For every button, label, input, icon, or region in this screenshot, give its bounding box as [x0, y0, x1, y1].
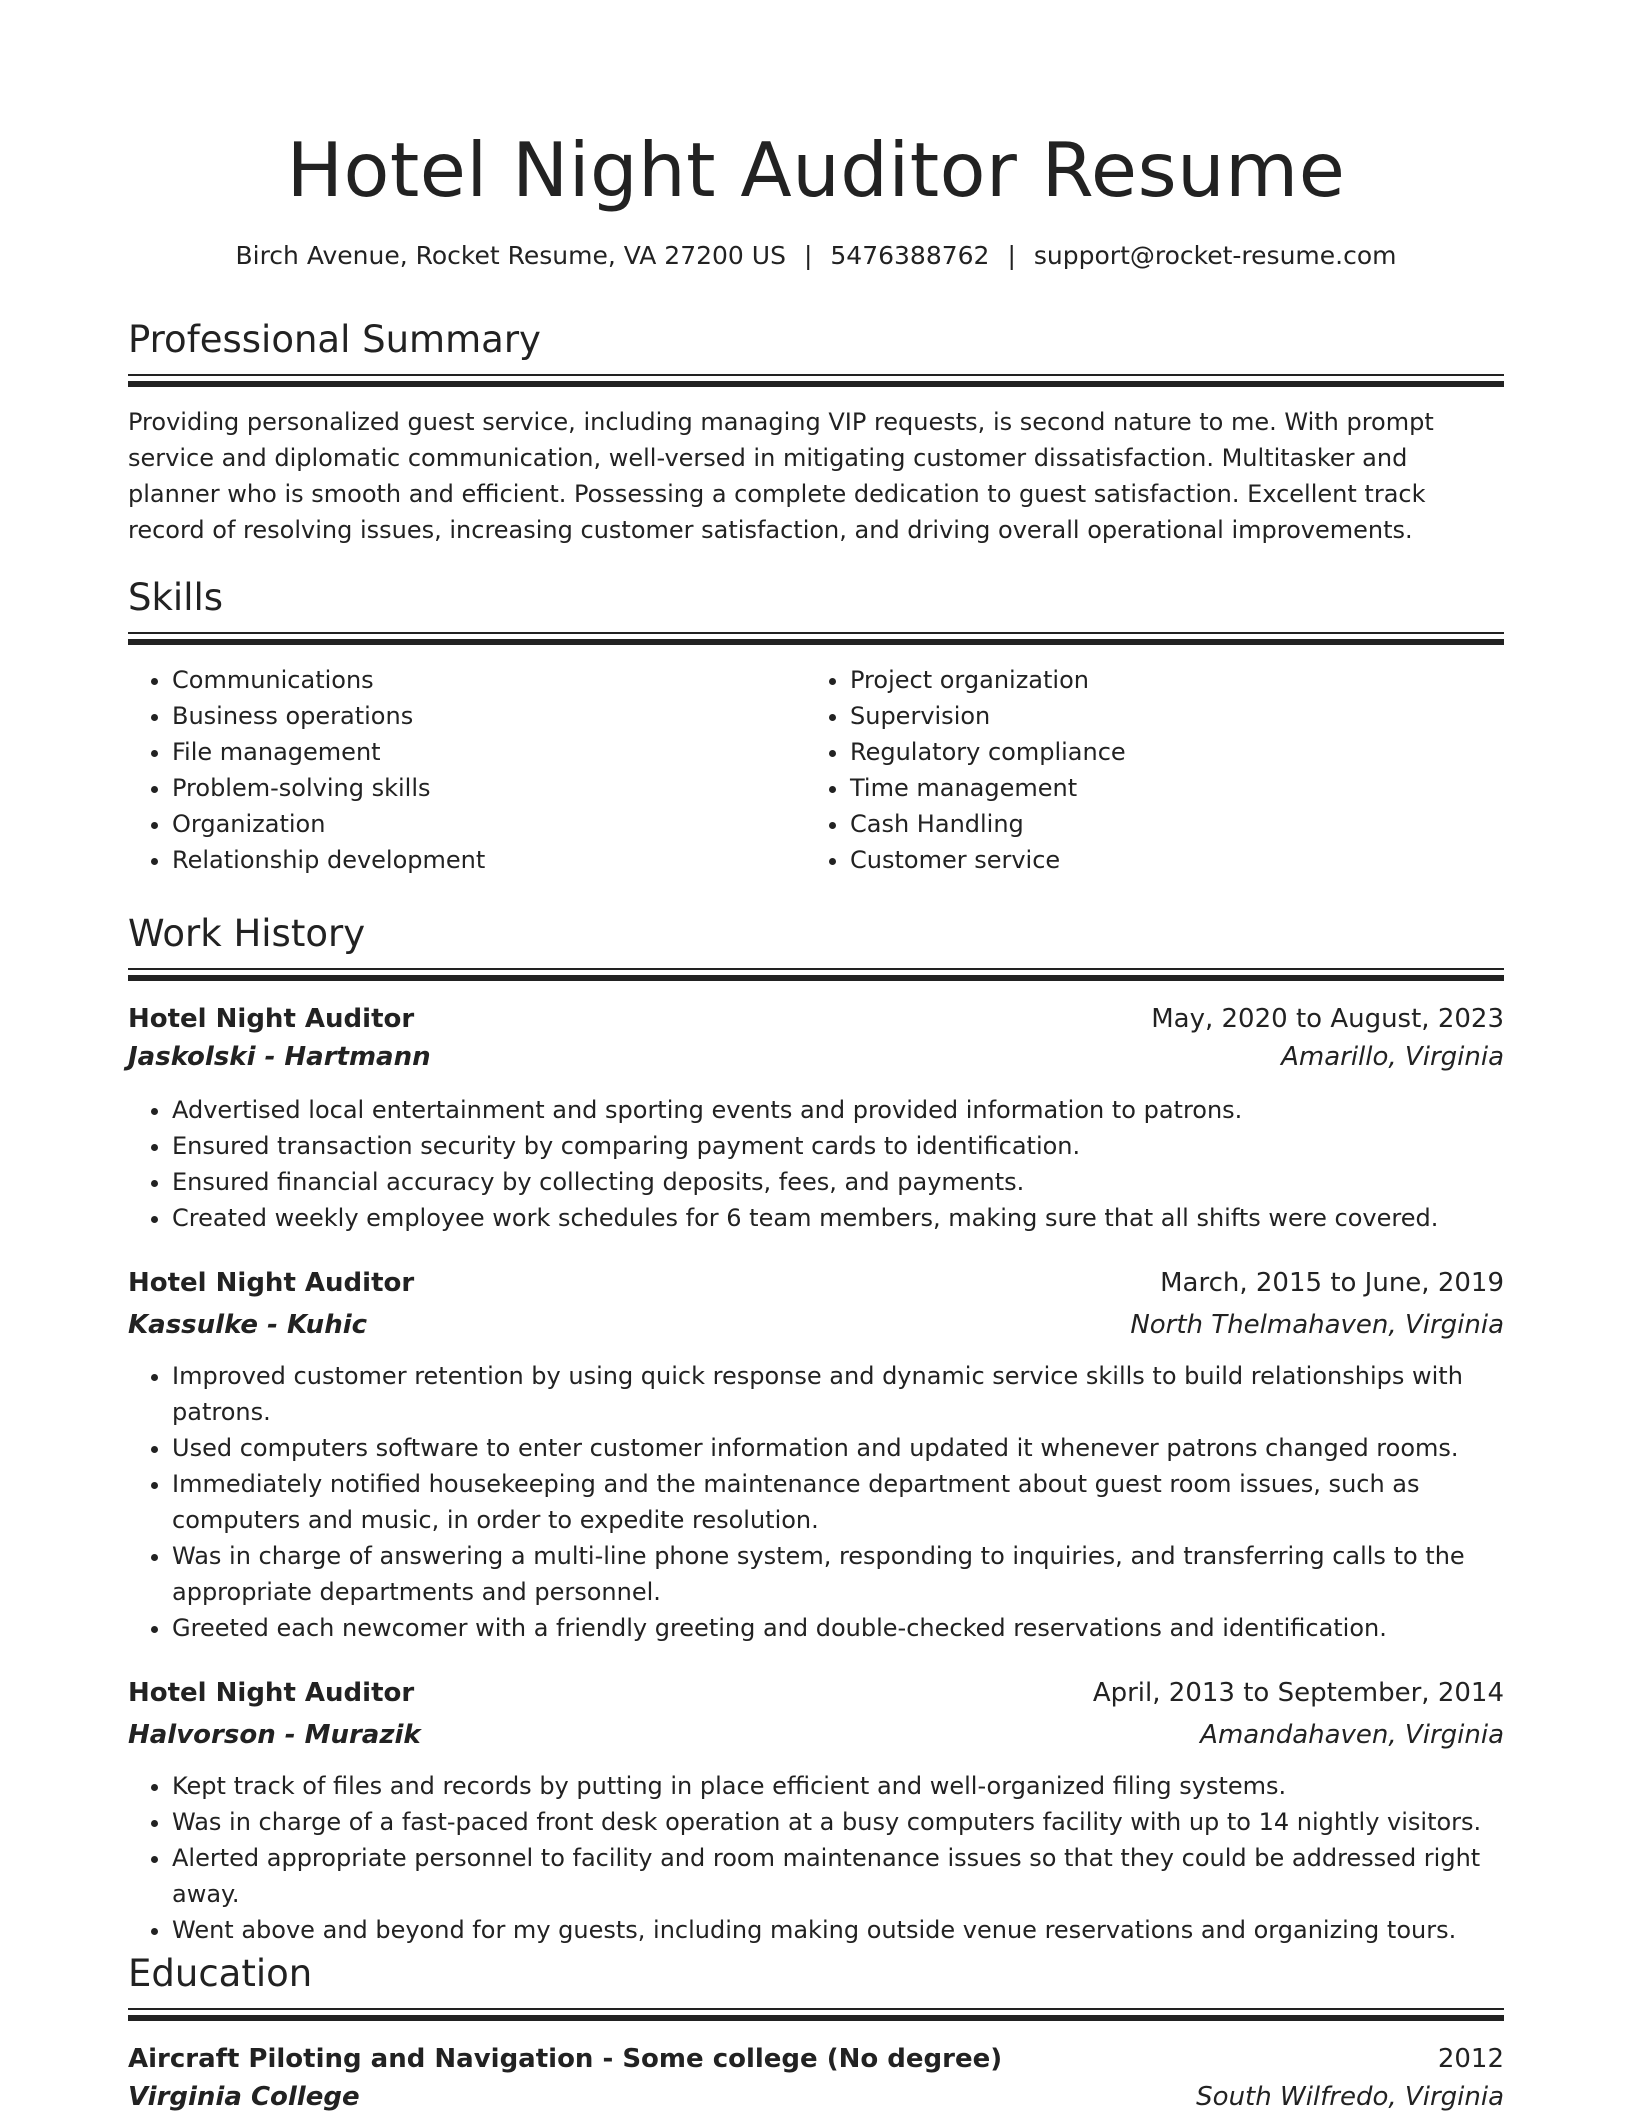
skill-item: • Project organization	[850, 662, 1484, 698]
skill-item: • Cash Handling	[850, 806, 1484, 842]
job-bullet: • Ensured financial accuracy by collecting deposits, fees, and payments.	[172, 1164, 1504, 1200]
job-header	[128, 1264, 1504, 1302]
contact-address: Birch Avenue, Rocket Resume, VA 27200 US	[235, 241, 786, 270]
skill-item: • Business operations	[172, 698, 806, 734]
job-entry	[128, 1264, 1504, 1646]
job-bullet: • Immediately notified housekeeping and the maintenance department about guest room issues, such as computers and music, in order to expedite resolution.	[172, 1466, 1504, 1538]
job-title: Hotel Night Auditor	[128, 1268, 415, 1298]
job-company: Halvorson - Murazik	[128, 1720, 421, 1750]
job-location: Amarillo, Virginia	[1281, 1042, 1504, 1072]
section-heading: Education	[128, 1952, 313, 1995]
skill-item: • Problem-solving skills	[172, 770, 806, 806]
job-entry	[128, 1674, 1504, 1948]
job-subheader	[128, 1038, 1504, 1076]
education-section	[128, 1950, 1504, 2116]
job-location: North Thelmahaven, Virginia	[1130, 1310, 1504, 1340]
skill-item: • Customer service	[850, 842, 1484, 878]
job-bullet: • Went above and beyond for my guests, including making outside venue reservations and organizing tours.	[172, 1912, 1504, 1948]
section-heading: Professional Summary	[128, 318, 541, 361]
job-bullets	[128, 1092, 1504, 1236]
skill-item: • Relationship development	[172, 842, 806, 878]
job-subheader	[128, 1306, 1504, 1344]
contact-email: support@rocket-resume.com	[1033, 241, 1397, 270]
education-school: Virginia College	[128, 2082, 360, 2112]
job-bullet: • Was in charge of a fast-paced front desk operation at a busy computers facility with up to 14 nightly visitors.	[172, 1804, 1504, 1840]
job-bullet: • Improved customer retention by using quick response and dynamic service skills to build relationships with patrons.	[172, 1358, 1504, 1430]
contact-phone: 5476388762	[830, 241, 990, 270]
job-bullets	[128, 1358, 1504, 1646]
job-title: Hotel Night Auditor	[128, 1004, 415, 1034]
job-header	[128, 1674, 1504, 1712]
job-company: Jaskolski - Hartmann	[128, 1042, 431, 1072]
contact-separator: |	[1007, 241, 1016, 270]
skills-list-left	[128, 662, 806, 878]
job-bullet: • Kept track of files and records by putting in place efficient and well-organized filing systems.	[172, 1768, 1504, 1804]
job-bullet: • Advertised local entertainment and sporting events and provided information to patrons.	[172, 1092, 1504, 1128]
job-title: Hotel Night Auditor	[128, 1678, 415, 1708]
education-location: South Wilfredo, Virginia	[1196, 2082, 1504, 2112]
work-history-section	[128, 910, 1504, 1948]
job-bullet: • Ensured transaction security by comparing payment cards to identification.	[172, 1128, 1504, 1164]
job-dates: March, 2015 to June, 2019	[1160, 1268, 1504, 1298]
skill-item: • Time management	[850, 770, 1484, 806]
skills-list-right	[806, 662, 1484, 878]
section-heading: Work History	[128, 912, 366, 955]
section-divider	[128, 632, 1504, 646]
job-company: Kassulke - Kuhic	[128, 1310, 368, 1340]
job-bullet: • Used computers software to enter customer information and updated it whenever patrons changed rooms.	[172, 1430, 1504, 1466]
education-entry	[128, 2040, 1504, 2116]
job-bullet: • Created weekly employee work schedules for 6 team members, making sure that all shifts were covered.	[172, 1200, 1504, 1236]
skill-item: • Regulatory compliance	[850, 734, 1484, 770]
section-divider	[128, 2008, 1504, 2022]
job-dates: April, 2013 to September, 2014	[1092, 1678, 1504, 1708]
skill-item: • Organization	[172, 806, 806, 842]
job-location: Amandahaven, Virginia	[1200, 1720, 1504, 1750]
contact-separator: |	[803, 241, 813, 270]
skills-section	[128, 574, 1504, 878]
education-subheader	[128, 2078, 1504, 2116]
summary-text: Providing personalized guest service, including managing VIP requests, is second nature to me. With prompt service and diplomatic communication, well-versed in mitigating customer dissatisfaction. Multitasker and planner who is smooth and efficient. Possessing a complete dedication to guest satisfaction. Excellent track record of resolving issues, increasing customer satisfaction, and driving overall operational improvements.	[128, 408, 1434, 544]
skill-item: • Communications	[172, 662, 806, 698]
job-subheader	[128, 1716, 1504, 1754]
education-header	[128, 2040, 1504, 2078]
job-dates: May, 2020 to August, 2023	[1151, 1004, 1504, 1034]
section-divider	[128, 374, 1504, 388]
education-degree: Aircraft Piloting and Navigation - Some college (No degree)	[128, 2044, 1003, 2074]
job-bullet: • Alerted appropriate personnel to facility and room maintenance issues so that they could be addressed right away.	[172, 1840, 1504, 1912]
summary-section	[128, 316, 1504, 548]
job-header	[128, 1000, 1504, 1038]
job-bullets	[128, 1768, 1504, 1948]
job-bullet: • Was in charge of answering a multi-line phone system, responding to inquiries, and transferring calls to the appropriate departments and personnel.	[172, 1538, 1504, 1610]
section-heading: Skills	[128, 576, 224, 619]
skills-columns	[128, 662, 1504, 878]
job-entry	[128, 1000, 1504, 1236]
resume-title: Hotel Night Auditor Resume	[286, 126, 1346, 214]
skill-item: • File management	[172, 734, 806, 770]
education-year: 2012	[1437, 2044, 1504, 2074]
job-bullet: • Greeted each newcomer with a friendly greeting and double-checked reservations and identification.	[172, 1610, 1504, 1646]
section-divider	[128, 968, 1504, 982]
contact-line	[128, 238, 1504, 274]
skill-item: • Supervision	[850, 698, 1484, 734]
